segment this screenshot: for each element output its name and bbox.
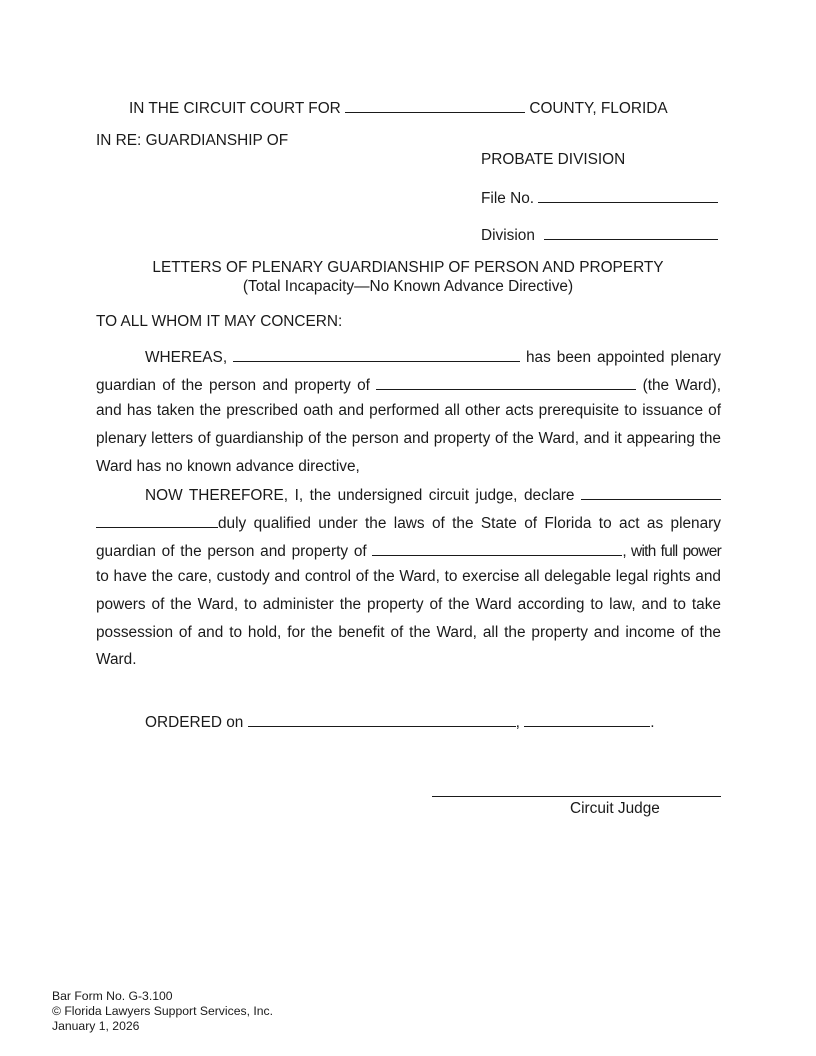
ordered-year-blank[interactable] <box>524 712 650 727</box>
declared-name-blank-1[interactable] <box>581 485 721 500</box>
now-therefore-lead: NOW THEREFORE, I, the undersigned circuit judge, declare <box>145 487 575 504</box>
in-re-label: IN RE: GUARDIANSHIP OF <box>96 132 289 149</box>
line2-lead: guardian of the person and property of <box>96 377 370 394</box>
copyright: © Florida Lawyers Support Services, Inc. <box>52 1004 273 1018</box>
line2-tail: (the Ward), <box>642 377 722 394</box>
form-date: January 1, 2026 <box>52 1019 140 1033</box>
body-line-4: plenary letters of guardianship of the person and property of the Ward, and it appearing the <box>96 430 721 447</box>
body-line-8 <box>96 541 721 561</box>
whereas-tail: has been appointed plenary <box>526 349 721 366</box>
court-suffix: COUNTY, FLORIDA <box>529 100 668 117</box>
body-line-11: possession of and to hold, for the benefit of the Ward, all the property and income of the <box>96 624 721 641</box>
ordered-date-blank[interactable] <box>248 712 516 727</box>
ward-name-blank[interactable] <box>376 375 636 390</box>
line8-lead: guardian of the person and property of <box>96 543 367 560</box>
ordered-period: . <box>650 714 655 731</box>
body-line-12: Ward. <box>96 651 137 668</box>
division-line <box>481 225 718 245</box>
county-blank[interactable] <box>345 98 525 113</box>
signature-line[interactable] <box>432 796 721 797</box>
ward-name-blank-2[interactable] <box>372 541 622 556</box>
circuit-judge-label: Circuit Judge <box>570 800 660 817</box>
body-line-7 <box>96 513 721 533</box>
line8-blank-group <box>372 543 721 560</box>
body-line-6 <box>145 485 721 505</box>
form-number: Bar Form No. G-3.100 <box>52 989 173 1003</box>
document-subtitle: (Total Incapacity—No Known Advance Directive) <box>242 278 574 295</box>
body-line-3: and has taken the prescribed oath and performed all other acts prerequisite to issuance of <box>96 402 721 419</box>
court-prefix: IN THE CIRCUIT COURT FOR <box>129 100 341 117</box>
line7-first-word: duly <box>218 515 247 532</box>
body-line-1 <box>145 347 721 367</box>
body-line-2 <box>96 375 721 395</box>
file-no-label: File No. <box>481 190 535 207</box>
division-label: Division <box>481 227 535 244</box>
probate-division-label: PROBATE DIVISION <box>481 151 626 168</box>
ordered-comma: , <box>515 714 520 731</box>
court-caption <box>129 98 668 118</box>
file-no-blank[interactable] <box>538 188 718 203</box>
salutation: TO ALL WHOM IT MAY CONCERN: <box>96 313 343 330</box>
ordered-line <box>145 712 654 732</box>
division-blank[interactable] <box>544 225 718 240</box>
whereas-lead: WHEREAS, <box>145 349 228 366</box>
declared-name-group <box>96 515 246 532</box>
declared-name-blank-2[interactable] <box>96 513 218 528</box>
line7-rest: qualified under the laws of the State of Florida to act as plenary <box>253 515 721 532</box>
body-line-5: Ward has no known advance directive, <box>96 458 360 475</box>
file-no-line <box>481 188 718 208</box>
document-title: LETTERS OF PLENARY GUARDIANSHIP OF PERSON AND PROPERTY <box>152 259 664 276</box>
guardian-name-blank[interactable] <box>233 347 520 362</box>
body-line-10: powers of the Ward, to administer the property of the Ward according to law, and to take <box>96 596 721 613</box>
line8-tail: , with full power <box>622 543 721 560</box>
ordered-label: ORDERED on <box>145 714 244 731</box>
body-line-9: to have the care, custody and control of the Ward, to exercise all delegable legal rights and <box>96 568 721 585</box>
